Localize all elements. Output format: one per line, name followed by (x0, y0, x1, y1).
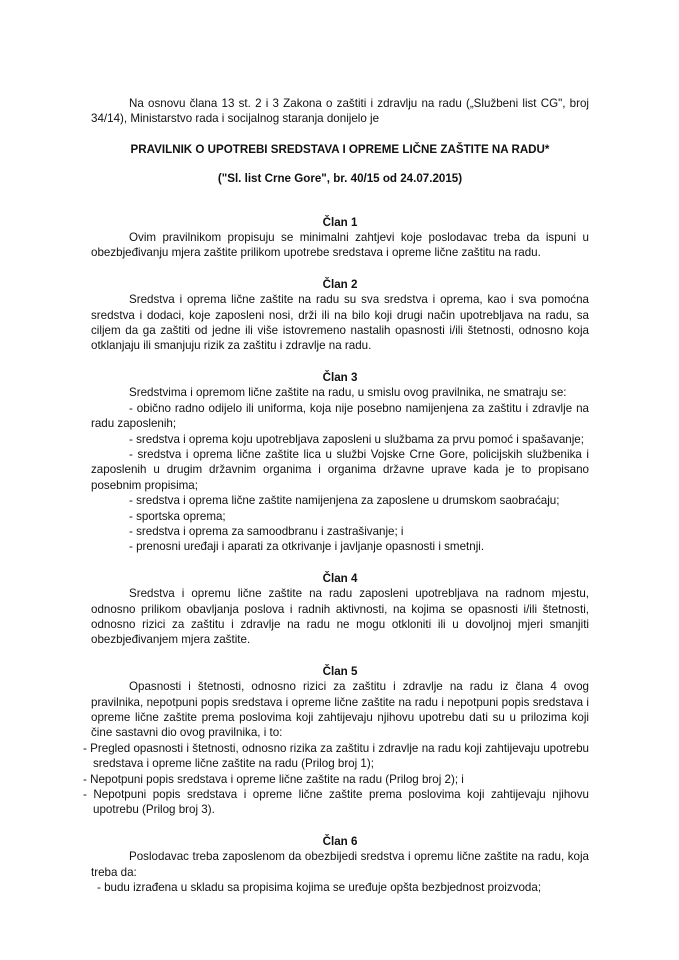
article-3-heading: Član 3 (322, 370, 358, 384)
list-item: - Pregled opasnosti i štetnosti, odnosno rizika za zaštitu i zdravlje na radu koji zahtijevaju upotrebu sredstava i opreme lične zaštite na radu (Prilog broj 1); (83, 741, 589, 771)
list-item: - sportska oprema; (129, 509, 226, 523)
list-item: - sredstva i oprema lične zaštite namijenjena za zaposlene u drumskom saobraćaju; (129, 494, 560, 508)
list-item: - sredstva i oprema lične zaštite lica u službi Vojske Crne Gore, policijskih službenika i zaposlenih u drugim državnim organima i organima državne uprave kada je to propisano posebnim propisima; (91, 447, 589, 492)
article-4-text: Sredstva i opremu lične zaštite na radu zaposleni upotrebljava na radnom mjestu, odnosno prilikom obavljanja poslova i radnih aktivnosti, na kojima se opasnosti i/ili štetnosti, odnosno rizici za zaštitu i zdravlje na radu ne mogu otkloniti ili u dovoljnoj mjeri smanjiti obezbjeđivanjem mjera zaštite. (91, 587, 589, 647)
article-4-heading: Član 4 (322, 571, 358, 585)
list-item: - Nepotpuni popis sredstava i opreme lične zaštite na radu (Prilog broj 2); i (83, 772, 464, 786)
list-item: - obično radno odijelo ili uniforma, koja nije posebno namijenjena za zaštitu i zdravlje na radu zaposlenih; (91, 401, 589, 431)
article-4 (91, 571, 589, 648)
article-2 (91, 277, 589, 354)
article-5-text: Opasnosti i štetnosti, odnosno rizici za zaštitu i zdravlje na radu iz člana 4 ovog pravilnika, nepotpuni popis sredstava i opreme lične zaštite na radu i nepotpuni popis sredstava i opreme lične zaštite prema poslovima koji zahtijevaju njihovu upotrebu dati su u prilozima koji čine sastavni dio ovog pravilnika, i to: (91, 680, 589, 740)
article-5-heading: Član 5 (322, 664, 358, 678)
list-item: - sredstva i oprema koju upotrebljava zaposleni u službama za prvu pomoć i spašavanje; (129, 432, 584, 446)
article-3 (91, 370, 589, 555)
article-5 (83, 664, 589, 818)
article-2-heading: Član 2 (322, 277, 358, 291)
article-1-heading: Član 1 (322, 215, 358, 229)
gazette-reference: ("Sl. list Crne Gore", br. 40/15 od 24.07.2015) (217, 172, 463, 186)
document-body (83, 96, 589, 895)
article-6-text: Poslodavac treba zaposlenom da obezbijedi sredstva i opremu lične zaštite na radu, koja treba da: (91, 850, 589, 879)
article-1 (91, 215, 589, 261)
list-item: - sredstva i oprema za samoodbranu i zastrašivanje; i (129, 524, 404, 538)
list-item: - prenosni uređaji i aparati za otkrivanje i javljanje opasnosti i smetnji. (129, 540, 485, 554)
article-3-intro: Sredstvima i opremom lične zaštite na radu, u smislu ovog pravilnika, ne smatraju se: (129, 386, 567, 400)
document-title: PRAVILNIK O UPOTREBI SREDSTAVA I OPREME LIČNE ZAŠTITE NA RADU* (130, 142, 550, 156)
article-2-text: Sredstva i oprema lične zaštite na radu su sva sredstva i oprema, kao i sva pomoćna sredstva i dodaci, koje zaposleni nosi, drži ili na bilo koji drugi način upotrebljava na radu, sa ciljem da ga zaštiti od jedne ili više istovremeno nastalih opasnosti i/ili štetnosti, odnosno koja otklanjaju ili smanjuju rizik za zaštitu i zdravlje na radu. (91, 293, 589, 353)
article-6-heading: Član 6 (322, 834, 358, 848)
list-item: - Nepotpuni popis sredstava i opreme lične zaštite prema poslovima koji zahtijevaju njihovu upotrebu (Prilog broj 3). (83, 788, 589, 817)
article-6 (91, 834, 589, 896)
preamble: Na osnovu člana 13 st. 2 i 3 Zakona o zaštiti i zdravlju na radu („Službeni list CG", broj 34/14), Ministarstvo rada i socijalnog staranja donijelo je (91, 97, 589, 126)
list-item: - budu izrađena u skladu sa propisima kojima se uređuje opšta bezbjednost proizvoda; (97, 881, 542, 895)
article-1-text: Ovim pravilnikom propisuju se minimalni zahtjevi koje poslodavac treba da ispuni u obezbjeđivanju mjera zaštite prilikom upotrebe sredstava i opreme lične zaštitu na radu. (91, 231, 589, 260)
